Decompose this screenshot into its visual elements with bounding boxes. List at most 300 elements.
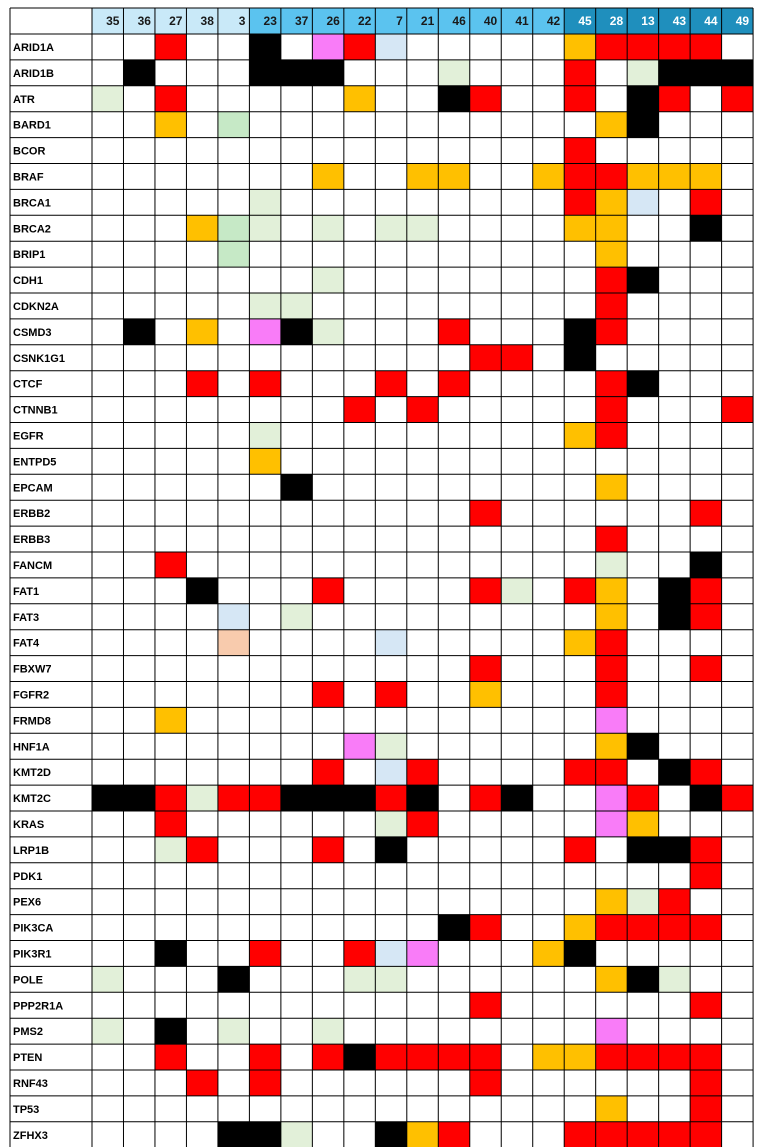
mutation-cell xyxy=(218,837,249,863)
mutation-cell xyxy=(218,474,249,500)
mutation-cell xyxy=(407,215,438,241)
mutation-cell xyxy=(92,863,123,889)
mutation-cell xyxy=(375,785,406,811)
mutation-cell xyxy=(186,863,217,889)
mutation-cell xyxy=(123,552,154,578)
mutation-cell xyxy=(249,863,280,889)
mutation-cell xyxy=(659,1044,690,1070)
mutation-cell xyxy=(218,500,249,526)
mutation-cell xyxy=(218,241,249,267)
mutation-cell xyxy=(375,267,406,293)
mutation-cell xyxy=(123,1122,154,1147)
mutation-cell xyxy=(92,1096,123,1122)
mutation-cell xyxy=(312,267,343,293)
mutation-cell xyxy=(92,759,123,785)
mutation-cell xyxy=(92,397,123,423)
mutation-cell xyxy=(690,164,721,190)
mutation-cell xyxy=(312,889,343,915)
mutation-cell xyxy=(596,785,627,811)
mutation-cell xyxy=(281,966,312,992)
mutation-cell xyxy=(690,1122,721,1147)
mutation-cell xyxy=(470,500,501,526)
mutation-cell xyxy=(312,526,343,552)
mutation-cell xyxy=(218,164,249,190)
mutation-cell xyxy=(596,189,627,215)
mutation-cell xyxy=(344,34,375,60)
mutation-cell xyxy=(564,656,595,682)
mutation-cell xyxy=(690,785,721,811)
mutation-cell xyxy=(155,293,186,319)
mutation-cell xyxy=(155,630,186,656)
mutation-cell xyxy=(218,733,249,759)
mutation-cell xyxy=(722,345,753,371)
mutation-cell xyxy=(155,707,186,733)
mutation-cell xyxy=(690,189,721,215)
mutation-cell xyxy=(533,474,564,500)
mutation-cell xyxy=(123,811,154,837)
mutation-cell xyxy=(344,630,375,656)
mutation-cell xyxy=(596,1070,627,1096)
mutation-cell xyxy=(123,604,154,630)
mutation-cell xyxy=(438,1044,469,1070)
mutation-cell xyxy=(249,837,280,863)
mutation-cell xyxy=(564,1122,595,1147)
mutation-cell xyxy=(564,241,595,267)
mutation-cell xyxy=(407,164,438,190)
mutation-cell xyxy=(312,86,343,112)
mutation-cell xyxy=(155,682,186,708)
mutation-cell xyxy=(155,656,186,682)
mutation-cell xyxy=(627,578,658,604)
mutation-cell xyxy=(627,164,658,190)
mutation-cell xyxy=(659,138,690,164)
mutation-cell xyxy=(564,112,595,138)
mutation-cell xyxy=(533,138,564,164)
mutation-cell xyxy=(407,1096,438,1122)
mutation-cell xyxy=(501,60,532,86)
mutation-cell xyxy=(690,397,721,423)
mutation-cell xyxy=(249,448,280,474)
mutation-cell xyxy=(722,552,753,578)
mutation-cell xyxy=(501,1070,532,1096)
mutation-cell xyxy=(312,319,343,345)
mutation-cell xyxy=(218,1018,249,1044)
gene-label: FANCM xyxy=(13,559,53,572)
mutation-cell xyxy=(186,215,217,241)
mutation-cell xyxy=(218,630,249,656)
gene-label: ZFHX3 xyxy=(13,1129,48,1142)
mutation-cell xyxy=(344,448,375,474)
mutation-cell xyxy=(690,656,721,682)
mutation-cell xyxy=(312,785,343,811)
mutation-cell xyxy=(564,1096,595,1122)
mutation-cell xyxy=(501,86,532,112)
mutation-cell xyxy=(438,552,469,578)
mutation-cell xyxy=(627,34,658,60)
mutation-cell xyxy=(659,941,690,967)
mutation-cell xyxy=(533,60,564,86)
mutation-cell xyxy=(375,319,406,345)
mutation-cell xyxy=(312,578,343,604)
mutation-cell xyxy=(155,915,186,941)
mutation-cell xyxy=(249,1122,280,1147)
mutation-cell xyxy=(690,267,721,293)
mutation-cell xyxy=(123,60,154,86)
mutation-cell xyxy=(690,682,721,708)
mutation-cell xyxy=(281,448,312,474)
mutation-cell xyxy=(690,707,721,733)
mutation-cell xyxy=(407,371,438,397)
mutation-cell xyxy=(596,293,627,319)
gene-label: TP53 xyxy=(13,1103,40,1116)
mutation-cell xyxy=(281,992,312,1018)
mutation-cell xyxy=(344,215,375,241)
mutation-cell xyxy=(281,500,312,526)
mutation-cell xyxy=(92,1044,123,1070)
gene-label: EGFR xyxy=(13,430,44,443)
mutation-cell xyxy=(312,423,343,449)
mutation-cell xyxy=(407,733,438,759)
mutation-cell xyxy=(155,371,186,397)
mutation-cell xyxy=(344,1018,375,1044)
mutation-cell xyxy=(281,630,312,656)
mutation-cell xyxy=(564,733,595,759)
mutation-cell xyxy=(155,319,186,345)
mutation-cell xyxy=(375,992,406,1018)
mutation-cell xyxy=(501,1044,532,1070)
corner-cell xyxy=(10,8,92,34)
mutation-cell xyxy=(344,371,375,397)
mutation-cell xyxy=(470,241,501,267)
mutation-cell xyxy=(155,423,186,449)
mutation-cell xyxy=(155,1018,186,1044)
mutation-cell xyxy=(155,164,186,190)
mutation-cell xyxy=(627,1018,658,1044)
mutation-cell xyxy=(659,733,690,759)
mutation-cell xyxy=(186,86,217,112)
mutation-cell xyxy=(438,319,469,345)
mutation-cell xyxy=(249,86,280,112)
mutation-cell xyxy=(281,604,312,630)
mutation-cell xyxy=(438,1122,469,1147)
mutation-cell xyxy=(344,785,375,811)
mutation-cell xyxy=(344,397,375,423)
mutation-cell xyxy=(470,941,501,967)
mutation-cell xyxy=(501,1018,532,1044)
mutation-cell xyxy=(123,915,154,941)
mutation-cell xyxy=(92,500,123,526)
mutation-cell xyxy=(627,138,658,164)
sample-header-label: 22 xyxy=(357,14,372,28)
mutation-cell xyxy=(92,966,123,992)
sample-header-label: 7 xyxy=(396,14,403,28)
gene-label: BRIP1 xyxy=(13,249,46,262)
mutation-cell xyxy=(249,138,280,164)
mutation-cell xyxy=(659,682,690,708)
mutation-cell xyxy=(564,60,595,86)
mutation-cell xyxy=(249,707,280,733)
mutation-cell xyxy=(155,811,186,837)
mutation-cell xyxy=(501,371,532,397)
mutation-cell xyxy=(564,1070,595,1096)
sample-header-label: 27 xyxy=(169,14,183,28)
mutation-cell xyxy=(375,578,406,604)
mutation-cell xyxy=(249,423,280,449)
mutation-cell xyxy=(407,785,438,811)
mutation-cell xyxy=(92,34,123,60)
mutation-cell xyxy=(375,164,406,190)
mutation-cell xyxy=(407,319,438,345)
mutation-cell xyxy=(249,578,280,604)
mutation-cell xyxy=(501,474,532,500)
mutation-cell xyxy=(533,526,564,552)
mutation-cell xyxy=(501,785,532,811)
mutation-cell xyxy=(186,992,217,1018)
mutation-cell xyxy=(218,578,249,604)
mutation-cell xyxy=(186,1122,217,1147)
mutation-cell xyxy=(438,448,469,474)
mutation-cell xyxy=(470,1018,501,1044)
mutation-cell xyxy=(470,189,501,215)
mutation-cell xyxy=(407,34,438,60)
mutation-cell xyxy=(281,215,312,241)
mutation-cell xyxy=(218,889,249,915)
mutation-cell xyxy=(344,578,375,604)
mutation-cell xyxy=(123,733,154,759)
mutation-cell xyxy=(501,34,532,60)
mutation-cell xyxy=(186,371,217,397)
mutation-cell xyxy=(281,319,312,345)
mutation-cell xyxy=(627,785,658,811)
mutation-cell xyxy=(564,604,595,630)
mutation-cell xyxy=(407,682,438,708)
mutation-cell xyxy=(249,759,280,785)
mutation-cell xyxy=(312,759,343,785)
gene-label: ENTPD5 xyxy=(13,456,57,469)
mutation-cell xyxy=(186,889,217,915)
mutation-cell xyxy=(722,293,753,319)
mutation-cell xyxy=(249,992,280,1018)
mutation-cell xyxy=(155,86,186,112)
mutation-cell xyxy=(690,1044,721,1070)
mutation-cell xyxy=(407,60,438,86)
mutation-cell xyxy=(218,189,249,215)
mutation-cell xyxy=(596,1044,627,1070)
mutation-cell xyxy=(627,915,658,941)
mutation-cell xyxy=(533,448,564,474)
mutation-cell xyxy=(249,630,280,656)
mutation-cell xyxy=(438,630,469,656)
mutation-cell xyxy=(501,578,532,604)
mutation-cell xyxy=(470,1122,501,1147)
mutation-cell xyxy=(123,397,154,423)
mutation-cell xyxy=(659,474,690,500)
mutation-cell xyxy=(690,86,721,112)
mutation-cell xyxy=(123,189,154,215)
gene-label: PTEN xyxy=(13,1052,43,1065)
mutation-cell xyxy=(596,34,627,60)
gene-label: ERBB3 xyxy=(13,534,51,547)
mutation-cell xyxy=(722,241,753,267)
mutation-cell xyxy=(123,759,154,785)
mutation-cell xyxy=(596,423,627,449)
gene-label: PDK1 xyxy=(13,870,43,883)
mutation-cell xyxy=(533,319,564,345)
mutation-cell xyxy=(722,889,753,915)
mutation-cell xyxy=(722,604,753,630)
mutation-cell xyxy=(186,293,217,319)
mutation-cell xyxy=(659,500,690,526)
mutation-cell xyxy=(501,811,532,837)
mutation-cell xyxy=(155,992,186,1018)
mutation-cell xyxy=(186,189,217,215)
mutation-cell xyxy=(92,345,123,371)
mutation-cell xyxy=(407,1044,438,1070)
mutation-cell xyxy=(375,138,406,164)
mutation-cell xyxy=(659,604,690,630)
mutation-cell xyxy=(186,112,217,138)
mutation-cell xyxy=(533,630,564,656)
mutation-cell xyxy=(375,1096,406,1122)
mutation-cell xyxy=(564,500,595,526)
mutation-cell xyxy=(407,267,438,293)
mutation-cell xyxy=(627,811,658,837)
mutation-cell xyxy=(596,319,627,345)
mutation-cell xyxy=(186,785,217,811)
mutation-cell xyxy=(312,552,343,578)
mutation-cell xyxy=(722,837,753,863)
mutation-cell xyxy=(218,966,249,992)
mutation-cell xyxy=(627,941,658,967)
mutation-cell xyxy=(407,397,438,423)
mutation-cell xyxy=(155,34,186,60)
gene-label: FAT1 xyxy=(13,585,40,598)
mutation-cell xyxy=(375,345,406,371)
mutation-cell xyxy=(344,1044,375,1070)
mutation-cell xyxy=(564,267,595,293)
mutation-cell xyxy=(627,1122,658,1147)
mutation-cell xyxy=(312,604,343,630)
mutation-cell xyxy=(470,164,501,190)
mutation-cell xyxy=(722,138,753,164)
mutation-cell xyxy=(407,448,438,474)
gene-label: PMS2 xyxy=(13,1026,43,1039)
mutation-cell xyxy=(438,526,469,552)
mutation-cell xyxy=(92,474,123,500)
mutation-cell xyxy=(218,707,249,733)
mutation-cell xyxy=(438,785,469,811)
mutation-cell xyxy=(501,630,532,656)
mutation-cell xyxy=(312,992,343,1018)
mutation-cell xyxy=(218,34,249,60)
mutation-cell xyxy=(596,448,627,474)
mutation-cell xyxy=(438,1096,469,1122)
mutation-cell xyxy=(470,138,501,164)
mutation-cell xyxy=(501,707,532,733)
mutation-cell xyxy=(407,578,438,604)
mutation-cell xyxy=(155,578,186,604)
mutation-cell xyxy=(123,1070,154,1096)
mutation-cell xyxy=(218,941,249,967)
mutation-cell xyxy=(92,60,123,86)
mutation-cell xyxy=(596,759,627,785)
mutation-cell xyxy=(186,733,217,759)
mutation-cell xyxy=(92,578,123,604)
mutation-cell xyxy=(596,1122,627,1147)
mutation-cell xyxy=(659,397,690,423)
mutation-cell xyxy=(249,526,280,552)
mutation-cell xyxy=(659,319,690,345)
mutation-cell xyxy=(690,345,721,371)
mutation-cell xyxy=(722,1122,753,1147)
mutation-cell xyxy=(249,215,280,241)
mutation-cell xyxy=(312,682,343,708)
mutation-cell xyxy=(596,164,627,190)
mutation-cell xyxy=(564,578,595,604)
mutation-cell xyxy=(501,215,532,241)
mutation-cell xyxy=(375,656,406,682)
mutation-cell xyxy=(186,267,217,293)
mutation-cell xyxy=(218,1044,249,1070)
mutation-cell xyxy=(470,345,501,371)
mutation-cell xyxy=(501,837,532,863)
mutation-cell xyxy=(659,966,690,992)
mutation-cell xyxy=(470,319,501,345)
mutation-cell xyxy=(312,733,343,759)
mutation-cell xyxy=(249,604,280,630)
mutation-cell xyxy=(438,992,469,1018)
mutation-cell xyxy=(722,60,753,86)
mutation-cell xyxy=(470,34,501,60)
mutation-cell xyxy=(564,682,595,708)
mutation-cell xyxy=(407,863,438,889)
mutation-cell xyxy=(722,474,753,500)
mutation-cell xyxy=(155,345,186,371)
mutation-cell xyxy=(470,112,501,138)
mutation-cell xyxy=(690,578,721,604)
mutation-cell xyxy=(123,500,154,526)
mutation-cell xyxy=(407,759,438,785)
mutation-cell xyxy=(659,707,690,733)
mutation-cell xyxy=(438,604,469,630)
mutation-cell xyxy=(690,474,721,500)
mutation-cell xyxy=(470,1070,501,1096)
mutation-cell xyxy=(281,423,312,449)
mutation-cell xyxy=(470,1044,501,1070)
mutation-cell xyxy=(470,552,501,578)
mutation-cell xyxy=(407,189,438,215)
mutation-cell xyxy=(627,371,658,397)
mutation-cell xyxy=(470,578,501,604)
mutation-cell xyxy=(596,371,627,397)
mutation-cell xyxy=(596,138,627,164)
mutation-cell xyxy=(249,164,280,190)
mutation-cell xyxy=(218,448,249,474)
gene-label: CSMD3 xyxy=(13,326,52,339)
mutation-cell xyxy=(281,1018,312,1044)
gene-label: BCOR xyxy=(13,145,46,158)
mutation-cell xyxy=(344,189,375,215)
mutation-cell xyxy=(564,966,595,992)
mutation-cell xyxy=(375,474,406,500)
mutation-cell xyxy=(155,759,186,785)
mutation-cell xyxy=(123,112,154,138)
mutation-cell xyxy=(690,500,721,526)
mutation-cell xyxy=(249,552,280,578)
mutation-cell xyxy=(596,915,627,941)
mutation-cell xyxy=(123,448,154,474)
mutation-cell xyxy=(533,189,564,215)
